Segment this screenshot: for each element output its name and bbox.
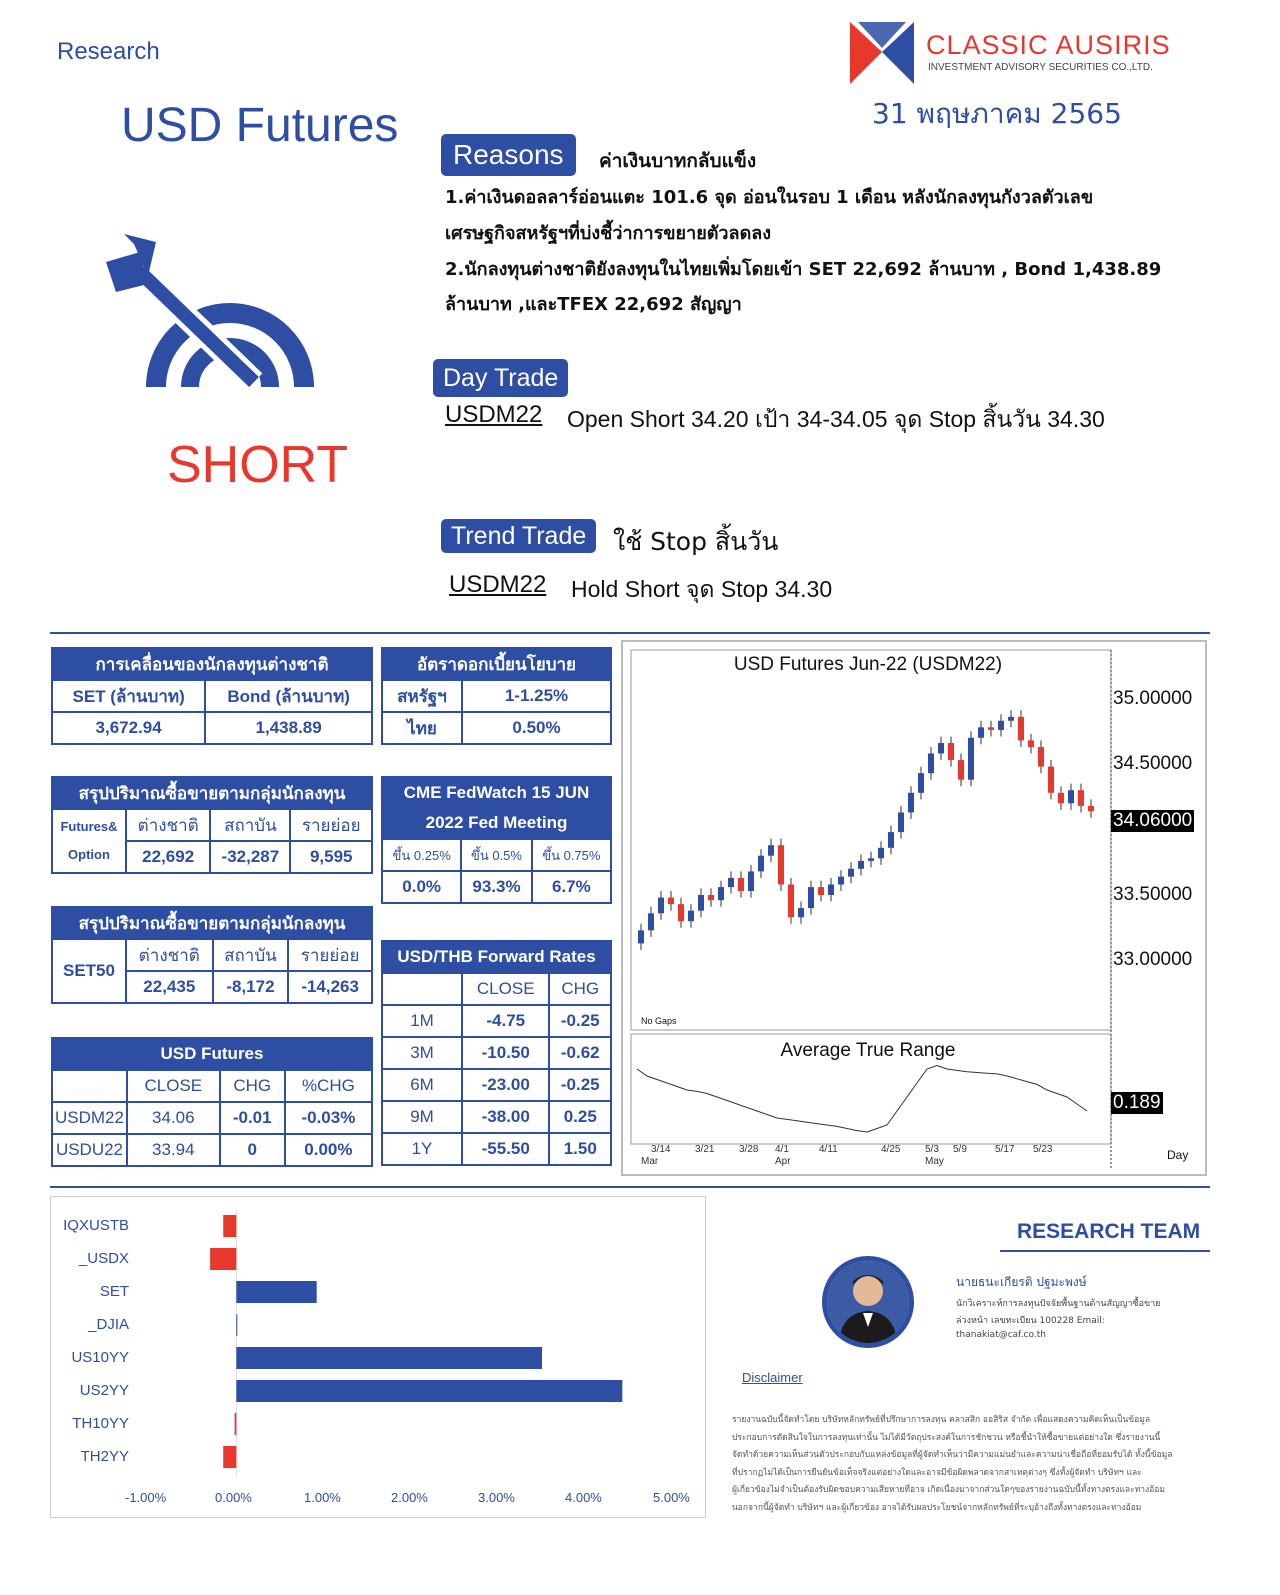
last-price-tag: 34.06000 (1113, 810, 1193, 831)
bar-category-label: TH10YY (72, 1415, 129, 1432)
x-date: 3/21 (695, 1144, 715, 1155)
forward-tenor: 1Y (382, 1133, 462, 1165)
x-tick-label: 3.00% (478, 1490, 515, 1505)
candle-body (1018, 717, 1024, 741)
bar-iqxustb (223, 1215, 236, 1237)
foreign-flow-set-value: 3,672.94 (52, 712, 205, 744)
usd-futures-chg: -0.01 (220, 1102, 285, 1134)
usd-futures-pct: 0.00% (285, 1134, 372, 1166)
fedwatch-h1: ขึ้น 0.25% (382, 839, 461, 871)
futures-flow-h2: สถาบัน (210, 809, 290, 841)
candle-body (1068, 790, 1074, 803)
table-row (382, 1101, 611, 1133)
set50-flow-title: สรุปปริมาณซื้อขายตามกลุ่มนักลงทุน (52, 907, 372, 939)
table-row (382, 1005, 611, 1037)
fedwatch-title-2: 2022 Fed Meeting (425, 813, 568, 832)
forward-close-header: CLOSE (462, 973, 549, 1005)
disclaimer-line: รายงานฉบับนี้จัดทำโดย บริษัทหลักทรัพย์ที่ปรึกษาการลงทุน คลาสสิก ออสิริส จำกัด เพื่อแสดงความคิดเห็นเป็นข้อมูล (732, 1415, 1151, 1425)
x-tick-label: 4.00% (565, 1490, 602, 1505)
x-tick-label: 5.00% (653, 1490, 690, 1505)
foreign-flow-title: การเคลื่อนของนักลงทุนต่างชาติ (52, 648, 372, 680)
price-chart-panel (621, 640, 1207, 1176)
candle-body (938, 743, 944, 753)
bar-category-label: US10YY (71, 1349, 129, 1366)
x-month: Mar (641, 1156, 659, 1167)
candle-body (878, 848, 884, 858)
reasons-badge: Reasons (441, 134, 576, 176)
fedwatch-h2: ขึ้น 0.5% (461, 839, 531, 871)
forward-tenor: 3M (382, 1037, 462, 1069)
table-row (52, 1102, 372, 1134)
candle-body (728, 878, 734, 887)
disclaimer-line: จัดทำด้วยความเห็นส่วนตัวประกอบกับแหล่งข้อมูลที่ผู้จัดทำเห็นว่ามีความแม่นยำและความน่าเชื่อถือที่ยอมรับได้ ทั้งนี้ข้อมูล (732, 1450, 1173, 1460)
fedwatch-table (381, 776, 612, 904)
target-icon (104, 232, 354, 397)
bar-set (236, 1281, 316, 1303)
candle-body (1088, 806, 1094, 811)
section-divider-top (50, 632, 1210, 634)
forward-tenor: 6M (382, 1069, 462, 1101)
forward-chg-header: CHG (549, 973, 611, 1005)
table-row (52, 1134, 372, 1166)
x-date: 3/28 (739, 1144, 759, 1155)
y-tick: 33.00000 (1113, 949, 1193, 970)
bar-us10yy (236, 1347, 542, 1369)
foreign-flow-bond-value: 1,438.89 (205, 712, 372, 744)
company-logo (848, 18, 916, 86)
fedwatch-h3: ขึ้น 0.75% (532, 839, 611, 871)
forward-close: -38.00 (462, 1101, 549, 1133)
forward-chg: -0.25 (549, 1005, 611, 1037)
forward-chg: -0.62 (549, 1037, 611, 1069)
bar-category-label: _USDX (78, 1250, 129, 1267)
table-row (382, 1069, 611, 1101)
usd-futures-pct-header: %CHG (285, 1070, 372, 1102)
candle-body (808, 887, 814, 908)
bar-category-label: TH2YY (80, 1448, 129, 1465)
set50-flow-h1: ต่างชาติ (126, 939, 213, 971)
candle-body (708, 895, 714, 900)
futures-flow-title: สรุปปริมาณซื้อขายตามกลุ่มนักลงทุน (52, 777, 372, 809)
x-date: 5/17 (995, 1144, 1015, 1155)
company-subtitle: INVESTMENT ADVISORY SECURITIES CO.,LTD. (928, 62, 1153, 73)
set50-flow-table (51, 906, 373, 1004)
x-tick-label: -1.00% (125, 1490, 167, 1505)
disclaimer-line: ประกอบการตัดสินใจในการลงทุนเท่านั้น ไม่ได้มีวัตถุประสงค์ในการชักชวน หรือชี้นำให้ซื้อขายแต่อย่างใด ซึ่งรายงานนี้ (732, 1432, 1161, 1443)
trend-trade-badge: Trend Trade (441, 519, 596, 553)
futures-flow-v1: 22,692 (126, 841, 210, 873)
x-tick-label: 0.00% (215, 1490, 252, 1505)
day-trade-text: Open Short 34.20 เป้า 34-34.05 จุด Stop สิ้นวัน 34.30 (567, 406, 1105, 432)
day-label: Day (1167, 1148, 1189, 1162)
usd-futures-symbol: USDM22 (52, 1102, 127, 1134)
no-gaps-label: No Gaps (641, 1016, 677, 1026)
disclaimer-line: ผู้เกี่ยวข้องไม่จำเป็นต้องรับผิดชอบความเสียหายที่อาจ เกิดเนื่องมาจากส่วนใดๆของรายงานฉบับนี้ทั้งทางตรงและทางอ้อม (732, 1485, 1165, 1495)
day-trade-badge: Day Trade (433, 359, 568, 397)
x-month: Apr (775, 1156, 791, 1167)
policy-rate-us-value: 1-1.25% (462, 680, 611, 712)
futures-flow-table (51, 776, 373, 874)
table-row (382, 1037, 611, 1069)
bar-us2yy (236, 1380, 622, 1402)
foreign-flow-set-header: SET (ล้านบาท) (52, 680, 205, 712)
forward-close: -10.50 (462, 1037, 549, 1069)
fedwatch-v2: 93.3% (461, 871, 531, 903)
trend-trade-text: Hold Short จุด Stop 34.30 (571, 576, 833, 602)
candle-body (908, 793, 914, 813)
candle-body (1058, 793, 1064, 803)
candle-body (888, 832, 894, 848)
x-date: 4/25 (881, 1144, 901, 1155)
usd-futures-table (51, 1037, 373, 1167)
forward-tenor: 1M (382, 1005, 462, 1037)
usd-futures-close-header: CLOSE (127, 1070, 220, 1102)
reasons-line-2: เศรษฐกิจสหรัฐฯที่บ่งชี้ว่าการขยายตัวลดลง (445, 223, 772, 244)
bar-usdx (210, 1248, 236, 1270)
price-chart-title: USD Futures Jun-22 (USDM22) (733, 654, 1003, 675)
research-label: Research (57, 38, 160, 65)
forward-chg: 1.50 (549, 1133, 611, 1165)
atr-value-tag: 0.189 (1113, 1092, 1161, 1113)
bar-th2yy (223, 1446, 236, 1468)
candle-body (748, 871, 754, 891)
atr-title: Average True Range (780, 1040, 956, 1061)
candle-body (738, 878, 744, 891)
x-date: 3/14 (651, 1144, 671, 1155)
candle-body (758, 856, 764, 872)
usd-futures-close: 33.94 (127, 1134, 220, 1166)
candle-body (688, 911, 694, 921)
forward-close: -55.50 (462, 1133, 549, 1165)
reasons-line-3: 2.นักลงทุนต่างชาติยังลงทุนในไทยเพิ่มโดยเข้า SET 22,692 ล้านบาท , Bond 1,438.89 (445, 259, 1162, 280)
forward-rates-table (381, 940, 612, 1166)
policy-rate-us-label: สหรัฐฯ (382, 680, 462, 712)
futures-flow-v3: 9,595 (290, 841, 372, 873)
candle-body (1038, 747, 1044, 767)
futures-flow-label-a: Futures& (60, 819, 118, 834)
forward-close: -4.75 (462, 1005, 549, 1037)
candle-body (978, 727, 984, 737)
candle-body (778, 845, 784, 884)
day-trade-symbol: USDM22 (445, 401, 543, 428)
candle-body (948, 743, 954, 760)
x-tick-label: 2.00% (391, 1490, 428, 1505)
usd-futures-chg-header: CHG (220, 1070, 285, 1102)
candle-body (768, 845, 774, 855)
usd-futures-close: 34.06 (127, 1102, 220, 1134)
research-team-underline (1000, 1250, 1210, 1252)
candle-body (798, 908, 804, 917)
trend-trade-symbol: USDM22 (449, 571, 547, 598)
table-row (382, 1133, 611, 1165)
policy-rate-table (381, 647, 612, 745)
foreign-flow-table (51, 647, 373, 745)
candle-body (638, 930, 644, 943)
trend-trade-note: ใช้ Stop สิ้นวัน (613, 527, 779, 556)
person-icon (827, 1261, 909, 1343)
candle-body (718, 887, 724, 900)
set50-flow-v1: 22,435 (126, 971, 213, 1003)
disclaimer-link[interactable]: Disclaimer (742, 1370, 803, 1385)
page-title: USD Futures (121, 99, 399, 152)
fedwatch-v3: 6.7% (532, 871, 611, 903)
candle-body (698, 895, 704, 911)
disclaimer-text (732, 1412, 1210, 1517)
disclaimer-line: ที่ปรากฏไม่ได้เป็นการยืนยันข้อเท็จจริงแต่อย่างใดและอาจมีข้อผิดพลาดจากสาเหตุต่างๆ ซึ่งทั้งผู้จัดทำ บริษัทฯ และ (732, 1467, 1142, 1478)
candle-body (648, 913, 654, 930)
candle-body (678, 904, 684, 921)
forward-chg: -0.25 (549, 1069, 611, 1101)
candle-body (818, 887, 824, 895)
y-tick: 35.00000 (1113, 688, 1193, 709)
section-divider-bottom (50, 1186, 1210, 1188)
x-month: May (925, 1156, 944, 1167)
candle-body (968, 738, 974, 780)
candle-body (788, 885, 794, 918)
forward-chg: 0.25 (549, 1101, 611, 1133)
candle-body (868, 858, 874, 861)
foreign-flow-bond-header: Bond (ล้านบาท) (205, 680, 372, 712)
y-tick: 34.50000 (1113, 753, 1193, 774)
bar-category-label: IQXUSTB (63, 1217, 129, 1234)
set50-flow-label: SET50 (52, 939, 126, 1003)
reasons-line-4: ล้านบาท ,และTFEX 22,692 สัญญา (445, 294, 742, 315)
forward-close: -23.00 (462, 1069, 549, 1101)
reasons-line-1: 1.ค่าเงินดอลลาร์อ่อนแตะ 101.6 จุด อ่อนในรอบ 1 เดือน หลังนักลงทุนกังวลตัวเลข (445, 187, 1094, 208)
candle-body (848, 869, 854, 877)
bar-djia (236, 1314, 237, 1336)
analyst-name: นายธนะเกียรติ ปฐมะพงษ์ (956, 1275, 1087, 1289)
bar-th10yy (235, 1413, 237, 1435)
research-team-title: RESEARCH TEAM (1017, 1220, 1201, 1243)
policy-rate-th-value: 0.50% (462, 712, 611, 744)
futures-flow-v2: -32,287 (210, 841, 290, 873)
usd-futures-title: USD Futures (52, 1038, 372, 1070)
fedwatch-v1: 0.0% (382, 871, 461, 903)
x-date: 5/9 (953, 1144, 967, 1155)
candle-body (1048, 767, 1054, 793)
futures-flow-h1: ต่างชาติ (126, 809, 210, 841)
x-date: 5/23 (1033, 1144, 1053, 1155)
fedwatch-title-1: CME FedWatch 15 JUN (403, 783, 590, 802)
analyst-email[interactable]: thanakiat@caf.co.th (956, 1330, 1046, 1340)
company-name: CLASSIC AUSIRIS (926, 30, 1171, 60)
report-date: 31 พฤษภาคม 2565 (872, 97, 1122, 130)
candle-body (1008, 717, 1014, 721)
usd-futures-pct: -0.03% (285, 1102, 372, 1134)
candle-body (918, 773, 924, 793)
set50-flow-v3: -14,263 (288, 971, 372, 1003)
candle-body (988, 727, 994, 730)
market-change-bars (51, 1197, 705, 1517)
usd-futures-symbol: USDU22 (52, 1134, 127, 1166)
candle-body (1028, 740, 1034, 747)
futures-flow-label-b: Option (68, 847, 110, 862)
usd-futures-chg: 0 (220, 1134, 285, 1166)
bar-category-label: US2YY (79, 1382, 129, 1399)
x-date: 4/1 (775, 1144, 789, 1155)
candle-body (928, 754, 934, 774)
futures-flow-h3: รายย่อย (290, 809, 372, 841)
analyst-role: นักวิเคราะห์การลงทุนปัจจัยพื้นฐานด้านสัญญาซื้อขาย (956, 1299, 1161, 1309)
reasons-headline: ค่าเงินบาทกลับแข็ง (599, 150, 757, 172)
candle-body (838, 877, 844, 885)
set50-flow-h2: สถาบัน (213, 939, 289, 971)
forward-tenor: 9M (382, 1101, 462, 1133)
candle-body (858, 861, 864, 869)
x-tick-label: 1.00% (304, 1490, 341, 1505)
signal-label: SHORT (167, 436, 349, 494)
y-tick: 33.50000 (1113, 884, 1193, 905)
candle-body (668, 898, 674, 905)
atr-line (637, 1066, 1087, 1133)
analyst-role-2: ล่วงหน้า เลขทะเบียน 100228 Email: (956, 1316, 1105, 1326)
policy-rate-title: อัตราดอกเบี้ยนโยบาย (382, 648, 611, 680)
candle-body (898, 812, 904, 832)
disclaimer-line: นอกจากนี้ผู้จัดทำ บริษัทฯ และผู้เกี่ยวข้อง อาจได้รับผลประโยชน์จากหลักทรัพย์ที่ระบุอ้างถึงทั้งทางตรงและทางอ้อม (732, 1502, 1142, 1513)
candle-body (998, 721, 1004, 730)
set50-flow-h3: รายย่อย (288, 939, 372, 971)
policy-rate-th-label: ไทย (382, 712, 462, 744)
candle-body (958, 760, 964, 780)
bar-category-label: SET (99, 1283, 129, 1300)
candle-body (1078, 790, 1084, 806)
x-date: 5/3 (925, 1144, 939, 1155)
market-change-chart (50, 1196, 706, 1518)
candle-body (828, 885, 834, 895)
candle-body (658, 898, 664, 914)
set50-flow-v2: -8,172 (213, 971, 289, 1003)
bar-category-label: _DJIA (88, 1316, 129, 1333)
avatar (822, 1256, 914, 1348)
x-date: 4/11 (819, 1144, 838, 1155)
forward-rates-title: USD/THB Forward Rates (382, 941, 611, 973)
